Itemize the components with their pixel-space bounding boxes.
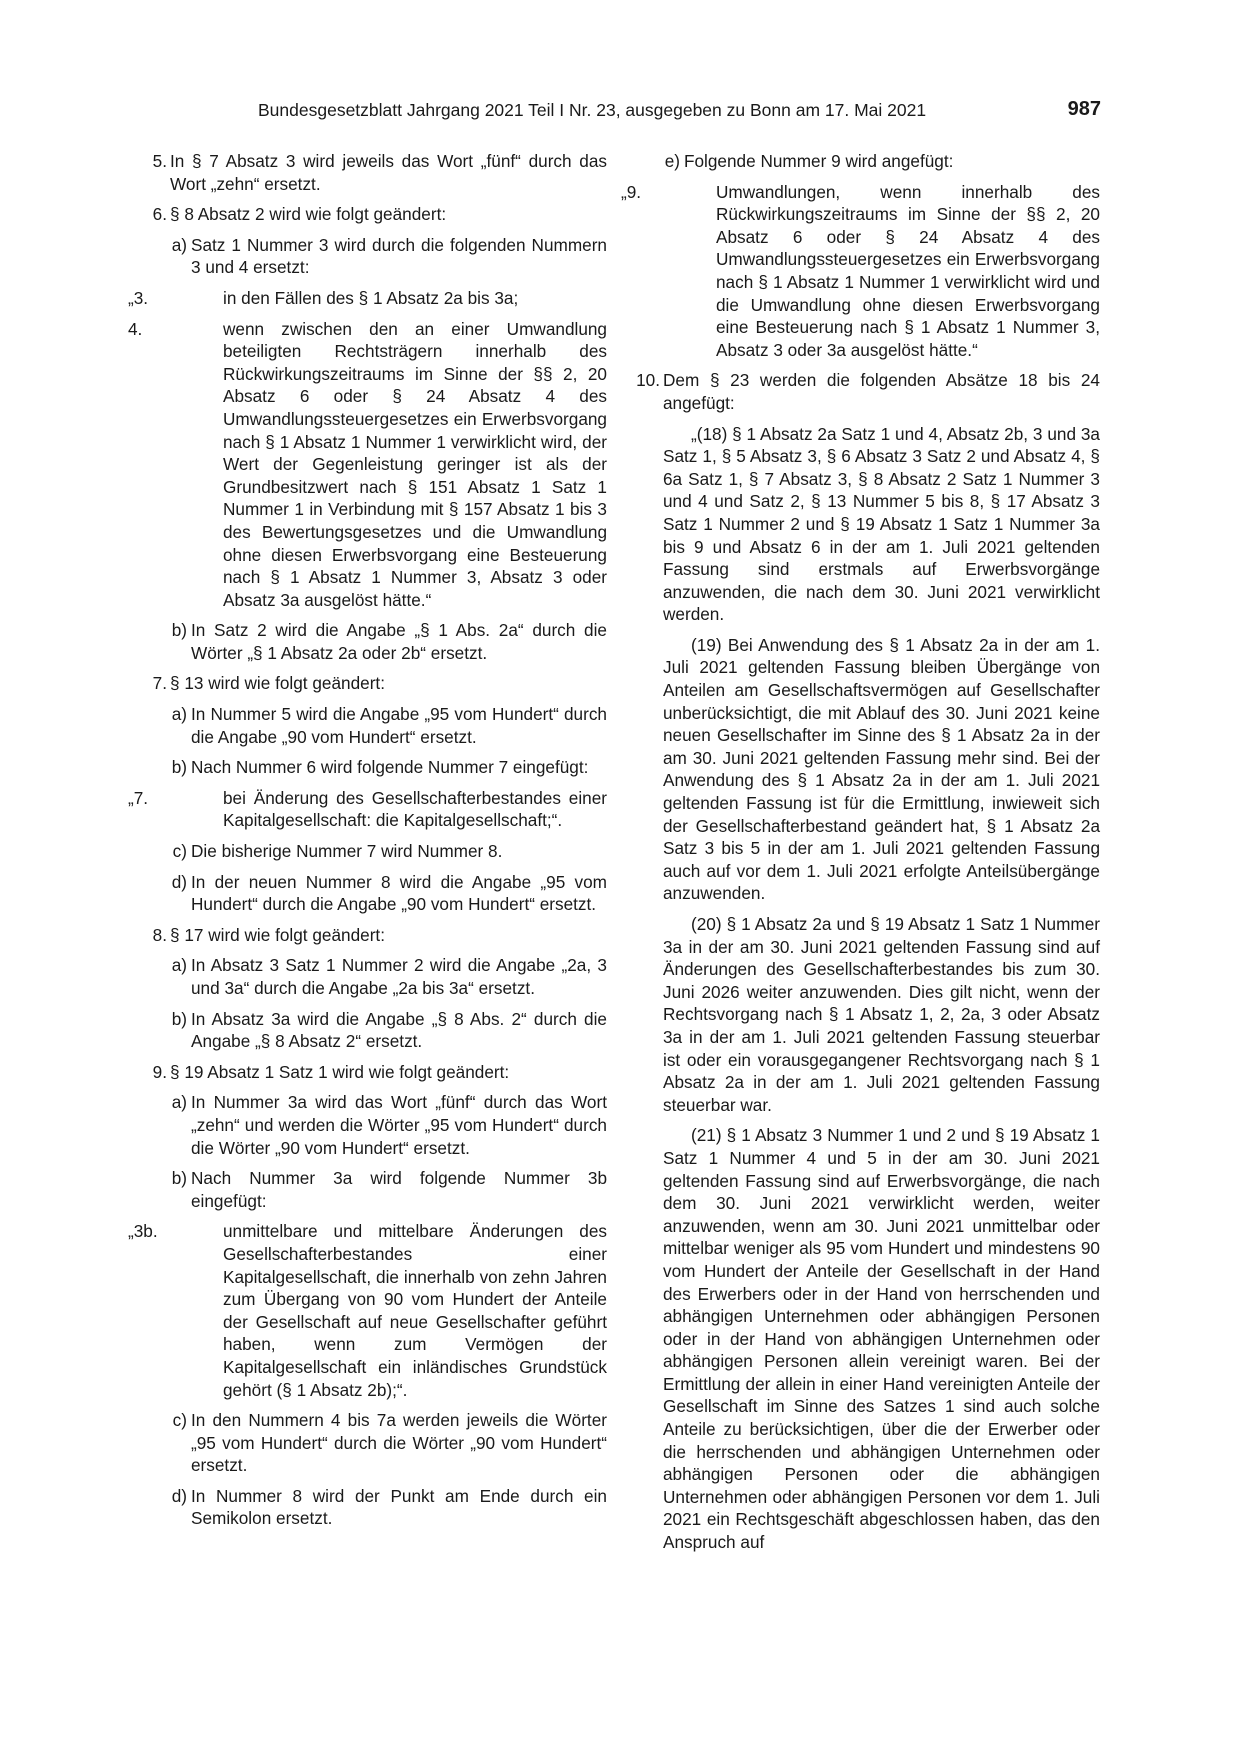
item-number: 4.: [128, 318, 143, 339]
item-number: 8.: [152, 924, 167, 945]
list-item: [138, 1485, 607, 1530]
paragraph: „(18) § 1 Absatz 2a Satz 1 und 4, Absatz 2b, 3 und 3a Satz 1, § 5 Absatz 3, § 6 Absatz 3 Satz 2 und Absatz 4, § 6a Satz 1, § 7 Absatz 3, § 8 Absatz 2 Satz 1 Nummer 3 und 4 und Satz 2, § 13 Nummer 5 bis 8, § 17 Absatz 3 Satz 1 Nummer 2 und § 19 Absatz 1 Satz 1 Nummer 3a bis 9 und Absatz 6 in der am 1. Juli 2021 geltenden Fassung sind erstmals auf Erwerbsvorgänge anzuwenden, die nach dem 30. Juni 2021 verwirklicht werden.: [663, 423, 1100, 625]
item-number: a): [171, 234, 187, 255]
list-item: [138, 756, 607, 779]
item-number: a): [171, 955, 187, 976]
list-item: [631, 150, 1100, 173]
item-number: 9.: [152, 1061, 167, 1082]
item-number: b): [171, 757, 187, 778]
item-text: unmittelbare und mittelbare Änderungen des Gesellschafterbestandes einer Kapitalgesellschaft, die innerhalb von zehn Jahren zum Übergang von 90 vom Hundert der Anteile der Gesellschaft auf neue Gesellschafter geführt haben, wenn zum Vermögen der Kapitalgesellschaft ein inländisches Grundstück gehört (§ 1 Absatz 2b);“.: [223, 1221, 607, 1400]
list-item: [128, 1220, 607, 1401]
list-item: [138, 703, 607, 748]
list-item: [128, 787, 607, 832]
item-number: „3.: [128, 287, 149, 308]
item-text: bei Änderung des Gesellschafterbestandes einer Kapitalgesellschaft: die Kapitalgesellschaft;“.: [223, 787, 607, 831]
list-item: [128, 287, 607, 310]
item-text: Nach Nummer 6 wird folgende Nummer 7 eingefügt:: [191, 757, 589, 778]
item-number: b): [171, 1168, 187, 1189]
item-number: a): [171, 704, 187, 725]
item-number: b): [171, 620, 187, 641]
item-text: In Nummer 5 wird die Angabe „95 vom Hundert“ durch die Angabe „90 vom Hundert“ ersetzt.: [191, 704, 607, 747]
paragraph: (20) § 1 Absatz 2a und § 19 Absatz 1 Satz 1 Nummer 3a in der am 30. Juni 2021 geltenden Fassung sind auf Änderungen des Gesellschafterbestandes bis zum 30. Juni 2026 weiter anzuwenden. Dies gilt nicht, wenn der Rechtsvorgang nach § 1 Absatz 1, 2, 2a, 3 oder Absatz 3a in der am 1. Juli 2021 geltenden Fassung steuerbar ist oder ein vorausgegangener Rechtsvorgang nach § 1 Absatz 2a in der am 1. Juli 2021 geltenden Fassung steuerbar war.: [663, 914, 1100, 1115]
paragraph: (21) § 1 Absatz 3 Nummer 1 und 2 und § 19 Absatz 1 Satz 1 Nummer 4 und 5 in der am 30. Juni 2021 geltenden Fassung sind auf Erwerbsvorgänge, die nach dem 30. Juni 2021 verwirklicht werden, weiter anzuwenden, wenn am 30. Juni 2021 unmittelbar oder mittelbar weniger als 95 vom Hundert und mindestens 90 vom Hundert der Anteile der Gesellschaft in der Hand des Erwerbers oder in der Hand von herrschenden und abhängigen Unternehmen oder abhängigen Personen oder in der Hand von abhängigen Unternehmen oder abhängigen Personen allein vereinigt waren. Bei der Ermittlung der allein in einer Hand vereinigten Anteile der Gesellschaft im Sinne des Satzes 1 sind auch solche Anteile zu berücksichtigen, über die der Erwerber oder die herrschenden und abhängigen Unternehmen oder abhängigen Personen oder die abhängigen Unternehmen oder abhängigen Personen vor dem 1. Juli 2021 ein Rechtsgeschäft abgeschlossen haben, das den Anspruch auf: [663, 1125, 1100, 1553]
item-text: In Satz 2 wird die Angabe „§ 1 Abs. 2a“ durch die Wörter „§ 1 Absatz 2a oder 2b“ ersetzt.: [191, 620, 607, 663]
item-number: b): [171, 1008, 187, 1029]
list-item: [621, 181, 1100, 362]
item-text: Umwandlungen, wenn innerhalb des Rückwirkungszeitraums im Sinne der §§ 2, 20 Absatz 6 oder § 24 Absatz 4 des Umwandlungssteuergesetzes ein Erwerbsvorgang nach § 1 Absatz 1 Nummer 1 verwirklicht wird und die Umwandlung ohne diesen Erwerbsvorgang eine Besteuerung nach § 1 Absatz 1 Nummer 3, Absatz 3 oder 3a ausgelöst hätte.“: [716, 181, 1100, 360]
item-text: In der neuen Nummer 8 wird die Angabe „95 vom Hundert“ durch die Angabe „90 vom Hundert“ ersetzt.: [191, 871, 607, 915]
item-text: In Nummer 8 wird der Punkt am Ende durch ein Semikolon ersetzt.: [191, 1485, 607, 1529]
list-item: [138, 1167, 607, 1212]
item-number: „3b.: [128, 1221, 158, 1242]
item-number: c): [172, 841, 187, 862]
item-text: In Nummer 3a wird das Wort „fünf“ durch das Wort „zehn“ und werden die Wörter „95 vom Hundert“ durch die Wörter „90 vom Hundert“ ersetzt.: [191, 1092, 607, 1158]
item-text: Dem § 23 werden die folgenden Absätze 18 bis 24 angefügt:: [663, 370, 1100, 413]
list-item: [631, 369, 1100, 414]
item-text: § 13 wird wie folgt geändert:: [170, 673, 385, 694]
item-number: 7.: [152, 673, 167, 694]
item-number: d): [171, 1485, 187, 1506]
list-item: [138, 954, 607, 999]
item-number: „7.: [128, 787, 149, 808]
item-number: c): [172, 1410, 187, 1431]
page-header: [0, 100, 1241, 130]
item-number: 6.: [152, 204, 167, 225]
item-number: „9.: [621, 181, 642, 202]
list-item: [138, 150, 607, 195]
list-item: [138, 619, 607, 664]
item-text: Nach Nummer 3a wird folgende Nummer 3b eingefügt:: [191, 1168, 607, 1211]
item-number: 5.: [152, 151, 167, 171]
left-column: [128, 150, 607, 1538]
item-number: a): [171, 1092, 187, 1113]
list-item: [138, 840, 607, 863]
right-column: [621, 150, 1100, 1562]
list-item: [138, 1061, 607, 1084]
item-text: In Absatz 3a wird die Angabe „§ 8 Abs. 2“ durch die Angabe „§ 8 Absatz 2“ ersetzt.: [191, 1008, 607, 1052]
list-item: [138, 924, 607, 947]
item-text: Satz 1 Nummer 3 wird durch die folgenden Nummern 3 und 4 ersetzt:: [191, 234, 607, 278]
list-item: [138, 1008, 607, 1053]
item-text: § 8 Absatz 2 wird wie folgt geändert:: [170, 204, 447, 225]
item-number: 10.: [636, 370, 660, 391]
list-item: [138, 203, 607, 226]
list-item: [138, 1409, 607, 1477]
item-text: In den Nummern 4 bis 7a werden jeweils die Wörter „95 vom Hundert“ durch die Wörter „90 vom Hundert“ ersetzt.: [191, 1410, 607, 1476]
list-item: [128, 318, 607, 612]
item-text: Die bisherige Nummer 7 wird Nummer 8.: [191, 841, 503, 862]
item-number: e): [664, 151, 680, 171]
page-number: 987: [1067, 98, 1101, 120]
item-text: Folgende Nummer 9 wird angefügt:: [684, 151, 954, 171]
item-text: wenn zwischen den an einer Umwandlung beteiligten Rechtsträgern innerhalb des Rückwirkungszeitraums im Sinne der §§ 2, 20 Absatz 6 oder § 24 Absatz 4 des Umwandlungssteuergesetzes ein Erwerbsvorgang nach § 1 Absatz 1 Nummer 1 verwirklicht wird, der Wert der Gegenleistung geringer ist als der Grundbesitzwert nach § 151 Absatz 1 Satz 1 Nummer 1 in Verbindung mit § 157 Absatz 1 bis 3 des Bewertungsgesetzes und die Umwandlung ohne diesen Erwerbsvorgang eine Besteuerung nach § 1 Absatz 1 Nummer 3, Absatz 3 oder Absatz 3a ausgelöst hätte.“: [223, 318, 607, 610]
item-text: In § 7 Absatz 3 wird jeweils das Wort „fünf“ durch das Wort „zehn“ ersetzt.: [170, 151, 607, 194]
item-text: In Absatz 3 Satz 1 Nummer 2 wird die Angabe „2a, 3 und 3a“ durch die Angabe „2a bis 3a“ ersetzt.: [191, 955, 607, 998]
gazette-title: Bundesgesetzblatt Jahrgang 2021 Teil I Nr. 23, ausgegeben zu Bonn am 17. Mai 2021: [258, 100, 927, 120]
item-text: in den Fällen des § 1 Absatz 2a bis 3a;: [223, 287, 519, 308]
list-item: [138, 1091, 607, 1159]
item-text: § 19 Absatz 1 Satz 1 wird wie folgt geändert:: [170, 1061, 510, 1082]
list-item: [138, 234, 607, 279]
list-item: [138, 672, 607, 695]
item-text: § 17 wird wie folgt geändert:: [170, 924, 385, 945]
list-item: [138, 871, 607, 916]
item-number: d): [171, 871, 187, 892]
paragraph: (19) Bei Anwendung des § 1 Absatz 2a in der am 1. Juli 2021 geltenden Fassung bleiben Übergänge von Anteilen am Gesellschaftsvermögen auf Gesellschafter unberücksichtigt, die mit Ablauf des 30. Juni 2021 keine neuen Gesellschafter im Sinne des § 1 Absatz 2a in der am 30. Juni 2021 geltenden Fassung mehr sind. Bei der Anwendung des § 1 Absatz 2a in der am 1. Juli 2021 geltenden Fassung ist für die Ermittlung, inwieweit sich der Gesellschafterbestand geändert hat, § 1 Absatz 2a Satz 3 bis 5 in der am 1. Juli 2021 geltenden Fassung auch auf vor dem 1. Juli 2021 erfolgte Anteilsübergänge anzuwenden.: [663, 634, 1100, 904]
